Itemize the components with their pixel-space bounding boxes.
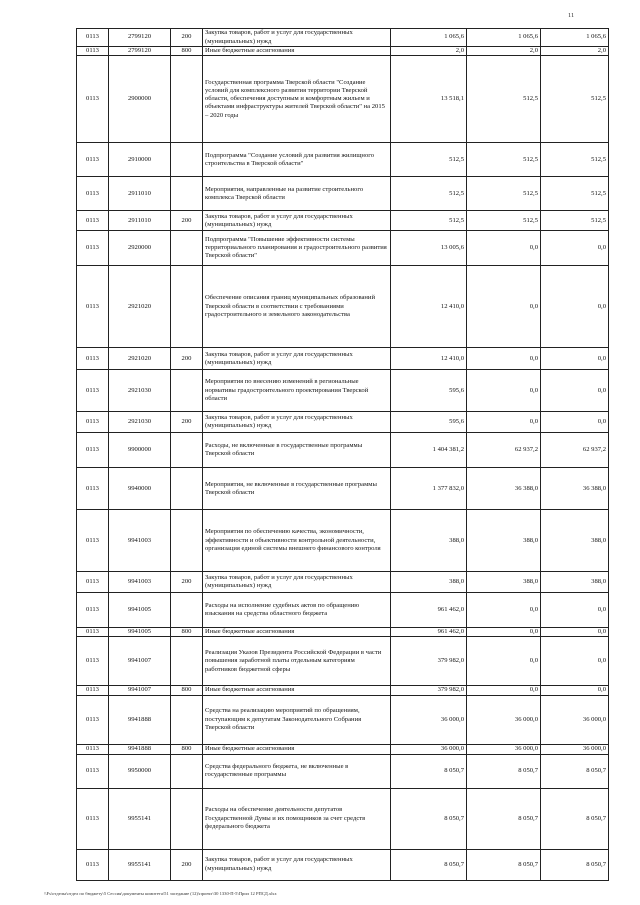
section-code-cell: 0113 [77, 754, 109, 788]
amount-year1-cell: 388,0 [391, 510, 467, 572]
target-article-cell: 9955141 [109, 849, 171, 880]
amount-year3-cell: 0,0 [541, 370, 609, 412]
item-name-cell: Средства федерального бюджета, не включенные в государственные программы [203, 754, 391, 788]
section-code-cell: 0113 [77, 348, 109, 370]
amount-year3-cell: 512,5 [541, 56, 609, 143]
table-row [77, 348, 609, 370]
section-code-cell: 0113 [77, 510, 109, 572]
section-code-cell: 0113 [77, 370, 109, 412]
amount-year3-cell: 512,5 [541, 177, 609, 211]
table-row [77, 637, 609, 686]
expense-type-cell [171, 231, 203, 266]
amount-year1-cell: 1 065,6 [391, 29, 467, 47]
section-code-cell: 0113 [77, 211, 109, 231]
section-code-cell: 0113 [77, 266, 109, 348]
item-name-cell: Расходы на обеспечение деятельности депутатов Государственной Думы и их помощников за счет средств федерального бюджета [203, 788, 391, 849]
amount-year1-cell: 8 050,7 [391, 754, 467, 788]
amount-year1-cell: 13 518,1 [391, 56, 467, 143]
target-article-cell: 2911010 [109, 211, 171, 231]
item-name-cell: Закупка товаров, работ и услуг для государственных (муниципальных) нужд [203, 29, 391, 47]
amount-year2-cell: 0,0 [467, 412, 541, 433]
table-row [77, 412, 609, 433]
amount-year1-cell: 512,5 [391, 177, 467, 211]
amount-year2-cell: 8 050,7 [467, 788, 541, 849]
amount-year2-cell: 512,5 [467, 211, 541, 231]
table-row [77, 56, 609, 143]
target-article-cell: 2921030 [109, 412, 171, 433]
section-code-cell: 0113 [77, 56, 109, 143]
item-name-cell: Иные бюджетные ассигнования [203, 47, 391, 56]
amount-year1-cell: 8 050,7 [391, 849, 467, 880]
amount-year2-cell: 512,5 [467, 56, 541, 143]
table-row [77, 593, 609, 628]
amount-year3-cell: 0,0 [541, 686, 609, 695]
expense-type-cell [171, 370, 203, 412]
amount-year3-cell: 8 050,7 [541, 849, 609, 880]
amount-year3-cell: 36 000,0 [541, 744, 609, 754]
amount-year1-cell: 1 377 832,0 [391, 468, 467, 510]
item-name-cell: Иные бюджетные ассигнования [203, 628, 391, 637]
amount-year2-cell: 1 065,6 [467, 29, 541, 47]
target-article-cell: 9941888 [109, 695, 171, 744]
target-article-cell: 2920000 [109, 231, 171, 266]
amount-year2-cell: 36 000,0 [467, 744, 541, 754]
target-article-cell: 2799120 [109, 29, 171, 47]
page-number: 11 [568, 12, 575, 19]
item-name-cell: Мероприятия по обеспечению качества, экономичности, эффективности и объективности контрольной деятельности, организация единой системы внешнего финансового контроля [203, 510, 391, 572]
amount-year1-cell: 2,0 [391, 47, 467, 56]
section-code-cell: 0113 [77, 177, 109, 211]
item-name-cell: Мероприятия, направленные на развитие строительного комплекса Тверской области [203, 177, 391, 211]
expense-type-cell: 200 [171, 572, 203, 593]
amount-year1-cell: 961 462,0 [391, 593, 467, 628]
section-code-cell: 0113 [77, 686, 109, 695]
item-name-cell: Государственная программа Тверской области "Создание условий для комплексного развития территории Тверской области, обеспечения доступным и комфортным жильем и объектами инфраструктуры жителей Тверской области" на 2015 – 2020 годы [203, 56, 391, 143]
item-name-cell: Подпрограмма "Повышение эффективности системы территориального планирования и градостроительного развития Тверской области" [203, 231, 391, 266]
table-row [77, 231, 609, 266]
table-row [77, 744, 609, 754]
amount-year3-cell: 8 050,7 [541, 754, 609, 788]
file-path-footer: \\Fs\отделы\отдел по бюджету\5 Сессия\документы комитета\51 заседание (12)\проект\30 1330-П-5\Прил 12 РПСД.xlsx [44, 891, 277, 896]
section-code-cell: 0113 [77, 468, 109, 510]
item-name-cell: Иные бюджетные ассигнования [203, 686, 391, 695]
amount-year1-cell: 512,5 [391, 143, 467, 177]
amount-year1-cell: 36 000,0 [391, 695, 467, 744]
target-article-cell: 9941003 [109, 510, 171, 572]
expense-type-cell: 800 [171, 628, 203, 637]
expense-type-cell [171, 695, 203, 744]
amount-year2-cell: 36 388,0 [467, 468, 541, 510]
section-code-cell: 0113 [77, 231, 109, 266]
target-article-cell: 9941007 [109, 637, 171, 686]
table-row [77, 686, 609, 695]
table-row [77, 370, 609, 412]
amount-year3-cell: 388,0 [541, 510, 609, 572]
item-name-cell: Закупка товаров, работ и услуг для государственных (муниципальных) нужд [203, 348, 391, 370]
amount-year2-cell: 0,0 [467, 628, 541, 637]
target-article-cell: 2921020 [109, 266, 171, 348]
amount-year3-cell: 1 065,6 [541, 29, 609, 47]
item-name-cell: Средства на реализацию мероприятий по обращениям, поступающим к депутатам Законодательного Собрания Тверской области [203, 695, 391, 744]
expense-type-cell: 800 [171, 686, 203, 695]
amount-year1-cell: 12 410,0 [391, 266, 467, 348]
table-row [77, 211, 609, 231]
table-row [77, 468, 609, 510]
target-article-cell: 9941888 [109, 744, 171, 754]
item-name-cell: Обеспечение описания границ муниципальных образований Тверской области в соответствии с требованиями градостроительного и земельного законодательства [203, 266, 391, 348]
expense-type-cell [171, 56, 203, 143]
amount-year2-cell: 0,0 [467, 231, 541, 266]
amount-year1-cell: 1 404 381,2 [391, 433, 467, 468]
section-code-cell: 0113 [77, 628, 109, 637]
amount-year1-cell: 36 000,0 [391, 744, 467, 754]
target-article-cell: 9950000 [109, 754, 171, 788]
amount-year2-cell: 0,0 [467, 637, 541, 686]
amount-year2-cell: 0,0 [467, 593, 541, 628]
expense-type-cell [171, 637, 203, 686]
table-row [77, 849, 609, 880]
expense-type-cell: 200 [171, 849, 203, 880]
expense-type-cell [171, 177, 203, 211]
item-name-cell: Иные бюджетные ассигнования [203, 744, 391, 754]
target-article-cell: 9941005 [109, 593, 171, 628]
amount-year1-cell: 379 982,0 [391, 637, 467, 686]
table-row [77, 433, 609, 468]
table-row [77, 695, 609, 744]
target-article-cell: 2911010 [109, 177, 171, 211]
amount-year3-cell: 8 050,7 [541, 788, 609, 849]
item-name-cell: Подпрограмма "Создание условий для развития жилищного строительства в Тверской области" [203, 143, 391, 177]
amount-year1-cell: 12 410,0 [391, 348, 467, 370]
amount-year3-cell: 62 937,2 [541, 433, 609, 468]
section-code-cell: 0113 [77, 593, 109, 628]
target-article-cell: 2799120 [109, 47, 171, 56]
expense-type-cell: 200 [171, 211, 203, 231]
expense-type-cell [171, 433, 203, 468]
expense-type-cell [171, 754, 203, 788]
item-name-cell: Закупка товаров, работ и услуг для государственных (муниципальных) нужд [203, 849, 391, 880]
expense-type-cell: 200 [171, 412, 203, 433]
target-article-cell: 9900000 [109, 433, 171, 468]
table-row [77, 47, 609, 56]
amount-year1-cell: 595,6 [391, 412, 467, 433]
target-article-cell: 9955141 [109, 788, 171, 849]
amount-year3-cell: 0,0 [541, 266, 609, 348]
expense-type-cell: 200 [171, 348, 203, 370]
target-article-cell: 9941007 [109, 686, 171, 695]
amount-year2-cell: 0,0 [467, 686, 541, 695]
target-article-cell: 2910000 [109, 143, 171, 177]
target-article-cell: 9941005 [109, 628, 171, 637]
amount-year2-cell: 0,0 [467, 370, 541, 412]
target-article-cell: 9941003 [109, 572, 171, 593]
item-name-cell: Закупка товаров, работ и услуг для государственных (муниципальных) нужд [203, 572, 391, 593]
amount-year3-cell: 36 000,0 [541, 695, 609, 744]
section-code-cell: 0113 [77, 788, 109, 849]
target-article-cell: 9940000 [109, 468, 171, 510]
amount-year3-cell: 0,0 [541, 412, 609, 433]
table-row [77, 510, 609, 572]
table-row [77, 754, 609, 788]
amount-year3-cell: 0,0 [541, 231, 609, 266]
amount-year2-cell: 512,5 [467, 143, 541, 177]
amount-year2-cell: 512,5 [467, 177, 541, 211]
amount-year1-cell: 388,0 [391, 572, 467, 593]
table-row [77, 628, 609, 637]
expense-type-cell [171, 510, 203, 572]
amount-year2-cell: 388,0 [467, 510, 541, 572]
amount-year3-cell: 0,0 [541, 628, 609, 637]
section-code-cell: 0113 [77, 143, 109, 177]
amount-year1-cell: 961 462,0 [391, 628, 467, 637]
amount-year1-cell: 8 050,7 [391, 788, 467, 849]
expense-type-cell: 200 [171, 29, 203, 47]
expense-type-cell: 800 [171, 47, 203, 56]
item-name-cell: Мероприятия, не включенные в государственные программы Тверской области [203, 468, 391, 510]
amount-year3-cell: 388,0 [541, 572, 609, 593]
item-name-cell: Закупка товаров, работ и услуг для государственных (муниципальных) нужд [203, 211, 391, 231]
amount-year3-cell: 2,0 [541, 47, 609, 56]
amount-year3-cell: 0,0 [541, 348, 609, 370]
amount-year2-cell: 388,0 [467, 572, 541, 593]
section-code-cell: 0113 [77, 29, 109, 47]
amount-year1-cell: 13 005,6 [391, 231, 467, 266]
table-row [77, 29, 609, 47]
amount-year2-cell: 8 050,7 [467, 849, 541, 880]
amount-year2-cell: 8 050,7 [467, 754, 541, 788]
table-row [77, 177, 609, 211]
amount-year3-cell: 512,5 [541, 211, 609, 231]
section-code-cell: 0113 [77, 695, 109, 744]
expense-type-cell [171, 266, 203, 348]
amount-year2-cell: 0,0 [467, 266, 541, 348]
item-name-cell: Закупка товаров, работ и услуг для государственных (муниципальных) нужд [203, 412, 391, 433]
target-article-cell: 2921030 [109, 370, 171, 412]
section-code-cell: 0113 [77, 572, 109, 593]
expense-type-cell [171, 788, 203, 849]
item-name-cell: Реализация Указов Президента Российской Федерации в части повышения заработной платы отдельным категориям работников бюджетной сферы [203, 637, 391, 686]
section-code-cell: 0113 [77, 637, 109, 686]
expense-type-cell [171, 593, 203, 628]
section-code-cell: 0113 [77, 433, 109, 468]
section-code-cell: 0113 [77, 412, 109, 433]
amount-year2-cell: 2,0 [467, 47, 541, 56]
amount-year2-cell: 36 000,0 [467, 695, 541, 744]
section-code-cell: 0113 [77, 47, 109, 56]
expense-type-cell [171, 143, 203, 177]
amount-year2-cell: 0,0 [467, 348, 541, 370]
budget-table [76, 28, 609, 881]
amount-year1-cell: 595,6 [391, 370, 467, 412]
table-row [77, 572, 609, 593]
amount-year1-cell: 379 982,0 [391, 686, 467, 695]
section-code-cell: 0113 [77, 849, 109, 880]
table-row [77, 788, 609, 849]
amount-year3-cell: 512,5 [541, 143, 609, 177]
amount-year2-cell: 62 937,2 [467, 433, 541, 468]
target-article-cell: 2921020 [109, 348, 171, 370]
expense-type-cell [171, 468, 203, 510]
item-name-cell: Расходы на исполнение судебных актов по обращению взыскания на средства областного бюджета [203, 593, 391, 628]
expense-type-cell: 800 [171, 744, 203, 754]
amount-year1-cell: 512,5 [391, 211, 467, 231]
section-code-cell: 0113 [77, 744, 109, 754]
amount-year3-cell: 0,0 [541, 637, 609, 686]
item-name-cell: Мероприятия по внесению изменений в региональные нормативы градостроительного проектирования Тверской области [203, 370, 391, 412]
table-row [77, 143, 609, 177]
table-row [77, 266, 609, 348]
target-article-cell: 2900000 [109, 56, 171, 143]
amount-year3-cell: 36 388,0 [541, 468, 609, 510]
amount-year3-cell: 0,0 [541, 593, 609, 628]
item-name-cell: Расходы, не включенные в государственные программы Тверской области [203, 433, 391, 468]
